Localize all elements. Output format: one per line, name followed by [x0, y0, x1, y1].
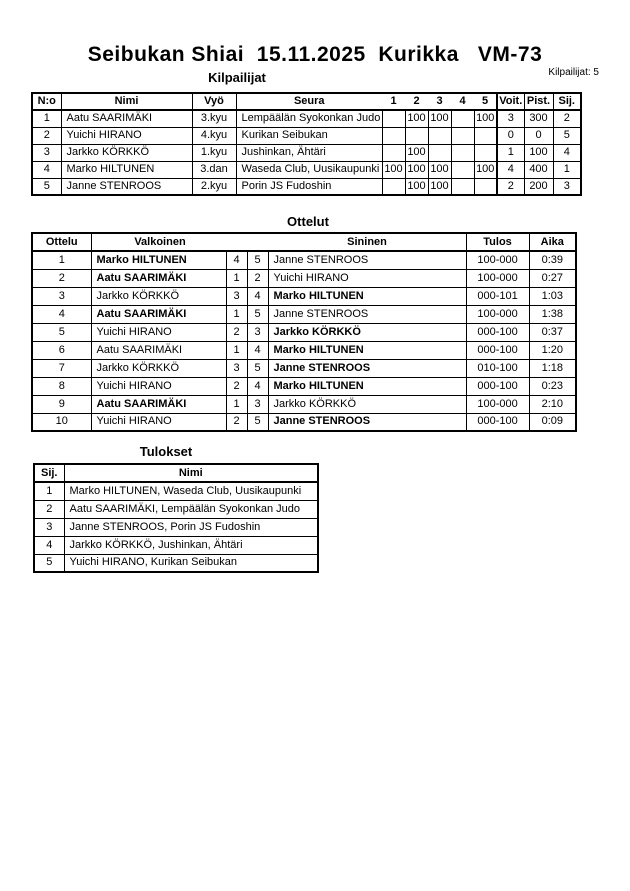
score-vs-1 [382, 144, 405, 161]
match-number: 10 [32, 413, 91, 431]
result-place: 5 [34, 554, 64, 572]
white-name: Yuichi HIRANO [91, 323, 226, 341]
white-number: 2 [226, 323, 247, 341]
match-result: 100-000 [466, 269, 529, 287]
blue-number: 4 [247, 377, 268, 395]
col-header-gap [228, 237, 270, 248]
competitor-club: Lempäälän Syokonkan Judo [236, 110, 382, 127]
competitor-name: Janne STENROOS [61, 178, 192, 195]
match-row [32, 287, 576, 305]
matches-heading: Ottelut [287, 214, 329, 229]
white-number: 1 [226, 269, 247, 287]
white-name: Aatu SAARIMÄKI [91, 341, 226, 359]
competitor-wins: 3 [497, 110, 524, 127]
white-number: 2 [226, 377, 247, 395]
blue-name: Jarkko KÖRKKÖ [268, 323, 466, 341]
competitor-club: Jushinkan, Ähtäri [236, 144, 382, 161]
competitors-count-label: Kilpailijat: 5 [548, 67, 599, 78]
competitor-points: 300 [524, 110, 553, 127]
result-place: 4 [34, 536, 64, 554]
blue-name: Jarkko KÖRKKÖ [268, 395, 466, 413]
match-time: 0:39 [529, 251, 576, 269]
competitor-number: 3 [32, 144, 61, 161]
competitor-place: 1 [553, 161, 581, 178]
col-header-white: Valkoinen [134, 235, 186, 248]
competitor-number: 2 [32, 127, 61, 144]
score-vs-1 [382, 127, 405, 144]
match-time: 0:23 [529, 377, 576, 395]
score-vs-4 [451, 144, 474, 161]
white-number: 2 [226, 413, 247, 431]
blue-number: 4 [247, 287, 268, 305]
competitor-row [32, 127, 581, 144]
blue-number: 3 [247, 395, 268, 413]
match-result: 010-100 [466, 359, 529, 377]
results-header-row [34, 464, 318, 482]
competitor-place: 4 [553, 144, 581, 161]
competitor-name: Jarkko KÖRKKÖ [61, 144, 192, 161]
match-time: 2:10 [529, 395, 576, 413]
competitor-points: 100 [524, 144, 553, 161]
match-number: 9 [32, 395, 91, 413]
match-row [32, 377, 576, 395]
competitor-belt: 3.dan [192, 161, 236, 178]
col-header-blue: Sininen [347, 235, 387, 248]
result-place: 2 [34, 500, 64, 518]
score-vs-3: 100 [428, 110, 451, 127]
match-row [32, 251, 576, 269]
col-header-time: Aika [529, 233, 576, 251]
blue-name: Marko HILTUNEN [268, 377, 466, 395]
competitors-header-row [32, 93, 581, 110]
match-result: 100-000 [466, 395, 529, 413]
white-name: Yuichi HIRANO [91, 377, 226, 395]
white-name: Aatu SAARIMÄKI [91, 305, 226, 323]
white-number: 3 [226, 287, 247, 305]
match-result: 000-100 [466, 323, 529, 341]
white-name: Aatu SAARIMÄKI [91, 395, 226, 413]
blue-name: Janne STENROOS [268, 359, 466, 377]
score-vs-4 [451, 161, 474, 178]
blue-number: 4 [247, 341, 268, 359]
result-name: Aatu SAARIMÄKI, Lempäälän Syokonkan Judo [64, 500, 318, 518]
score-vs-5 [474, 178, 497, 195]
result-name: Jarkko KÖRKKÖ, Jushinkan, Ähtäri [64, 536, 318, 554]
white-name: Jarkko KÖRKKÖ [91, 359, 226, 377]
col-header-points: Pist. [524, 93, 553, 110]
competitors-heading: Kilpailijat [208, 70, 266, 85]
blue-name: Marko HILTUNEN [268, 287, 466, 305]
match-number: 5 [32, 323, 91, 341]
competitor-row [32, 178, 581, 195]
match-result: 000-100 [466, 413, 529, 431]
score-vs-2: 100 [405, 144, 428, 161]
competitor-name: Marko HILTUNEN [61, 161, 192, 178]
blue-number: 5 [247, 413, 268, 431]
competitor-place: 5 [553, 127, 581, 144]
match-time: 1:38 [529, 305, 576, 323]
match-number: 3 [32, 287, 91, 305]
match-row [32, 323, 576, 341]
competitor-points: 0 [524, 127, 553, 144]
match-row [32, 269, 576, 287]
score-vs-4 [451, 178, 474, 195]
score-vs-1 [382, 178, 405, 195]
col-header-place: Sij. [34, 464, 64, 482]
match-row [32, 341, 576, 359]
score-vs-3: 100 [428, 161, 451, 178]
blue-number: 5 [247, 305, 268, 323]
match-row [32, 305, 576, 323]
white-name: Aatu SAARIMÄKI [91, 269, 226, 287]
white-number: 1 [226, 341, 247, 359]
score-vs-1: 100 [382, 161, 405, 178]
match-number: 6 [32, 341, 91, 359]
competitor-wins: 2 [497, 178, 524, 195]
competitor-points: 400 [524, 161, 553, 178]
competitor-row [32, 110, 581, 127]
col-header-result: Tulos [466, 233, 529, 251]
white-name: Jarkko KÖRKKÖ [91, 287, 226, 305]
match-number: 4 [32, 305, 91, 323]
match-number: 2 [32, 269, 91, 287]
col-header-name: Nimi [61, 93, 192, 110]
match-number: 1 [32, 251, 91, 269]
blue-name: Yuichi HIRANO [268, 269, 466, 287]
score-vs-4 [451, 110, 474, 127]
col-header-no: N:o [32, 93, 61, 110]
competitor-club: Porin JS Fudoshin [236, 178, 382, 195]
result-row [34, 554, 318, 572]
competitor-name: Yuichi HIRANO [61, 127, 192, 144]
competitor-wins: 1 [497, 144, 524, 161]
competitor-club: Waseda Club, Uusikaupunki [236, 161, 382, 178]
competitor-belt: 1.kyu [192, 144, 236, 161]
white-number: 1 [226, 305, 247, 323]
ottelut-table [31, 232, 577, 432]
competitor-wins: 4 [497, 161, 524, 178]
match-result: 000-101 [466, 287, 529, 305]
competitor-club: Kurikan Seibukan [236, 127, 382, 144]
match-time: 1:03 [529, 287, 576, 305]
col-header-r1: 1 [382, 93, 405, 110]
matches-header-row [32, 233, 576, 251]
col-header-name: Nimi [64, 464, 318, 482]
match-result: 000-100 [466, 341, 529, 359]
col-header-wins: Voit. [497, 93, 524, 110]
competitor-belt: 2.kyu [192, 178, 236, 195]
score-vs-4 [451, 127, 474, 144]
match-result: 000-100 [466, 377, 529, 395]
competitor-number: 4 [32, 161, 61, 178]
score-vs-1 [382, 110, 405, 127]
col-header-belt: Vyö [192, 93, 236, 110]
white-name: Yuichi HIRANO [91, 413, 226, 431]
white-number: 3 [226, 359, 247, 377]
result-place: 3 [34, 518, 64, 536]
white-number: 4 [226, 251, 247, 269]
col-header-white-blue [91, 233, 466, 251]
tulokset-table [33, 463, 319, 573]
match-time: 0:37 [529, 323, 576, 341]
col-header-match: Ottelu [32, 233, 91, 251]
result-row [34, 518, 318, 536]
score-vs-3 [428, 127, 451, 144]
score-vs-2: 100 [405, 110, 428, 127]
score-vs-5: 100 [474, 161, 497, 178]
match-time: 1:18 [529, 359, 576, 377]
competitor-points: 200 [524, 178, 553, 195]
score-vs-3 [428, 144, 451, 161]
competitor-wins: 0 [497, 127, 524, 144]
competitor-number: 1 [32, 110, 61, 127]
match-row [32, 359, 576, 377]
match-result: 100-000 [466, 251, 529, 269]
col-header-club: Seura [236, 93, 382, 110]
kilpailijat-table [31, 92, 582, 196]
result-place: 1 [34, 482, 64, 500]
result-row [34, 482, 318, 500]
match-time: 0:09 [529, 413, 576, 431]
score-vs-5: 100 [474, 110, 497, 127]
col-header-r4: 4 [451, 93, 474, 110]
col-header-r3: 3 [428, 93, 451, 110]
result-name: Yuichi HIRANO, Kurikan Seibukan [64, 554, 318, 572]
score-vs-2 [405, 127, 428, 144]
result-row [34, 500, 318, 518]
result-row [34, 536, 318, 554]
col-header-r5: 5 [474, 93, 497, 110]
white-number: 1 [226, 395, 247, 413]
competitor-number: 5 [32, 178, 61, 195]
result-name: Janne STENROOS, Porin JS Fudoshin [64, 518, 318, 536]
blue-name: Janne STENROOS [268, 251, 466, 269]
competitor-place: 2 [553, 110, 581, 127]
white-name: Marko HILTUNEN [91, 251, 226, 269]
match-number: 7 [32, 359, 91, 377]
blue-number: 3 [247, 323, 268, 341]
competitor-row [32, 161, 581, 178]
competitor-belt: 3.kyu [192, 110, 236, 127]
page-title: Seibukan Shiai 15.11.2025 Kurikka VM-73 [87, 43, 543, 66]
match-row [32, 395, 576, 413]
match-row [32, 413, 576, 431]
results-heading: Tulokset [139, 444, 193, 459]
score-vs-5 [474, 127, 497, 144]
score-vs-2: 100 [405, 178, 428, 195]
blue-name: Marko HILTUNEN [268, 341, 466, 359]
blue-number: 5 [247, 251, 268, 269]
match-number: 8 [32, 377, 91, 395]
competitor-place: 3 [553, 178, 581, 195]
blue-number: 2 [247, 269, 268, 287]
result-name: Marko HILTUNEN, Waseda Club, Uusikaupunki [64, 482, 318, 500]
blue-number: 5 [247, 359, 268, 377]
score-vs-3: 100 [428, 178, 451, 195]
col-header-r2: 2 [405, 93, 428, 110]
competitor-name: Aatu SAARIMÄKI [61, 110, 192, 127]
blue-name: Janne STENROOS [268, 305, 466, 323]
match-result: 100-000 [466, 305, 529, 323]
match-time: 1:20 [529, 341, 576, 359]
col-header-place: Sij. [553, 93, 581, 110]
score-vs-2: 100 [405, 161, 428, 178]
blue-name: Janne STENROOS [268, 413, 466, 431]
competitor-belt: 4.kyu [192, 127, 236, 144]
score-vs-5 [474, 144, 497, 161]
competitor-row [32, 144, 581, 161]
match-time: 0:27 [529, 269, 576, 287]
